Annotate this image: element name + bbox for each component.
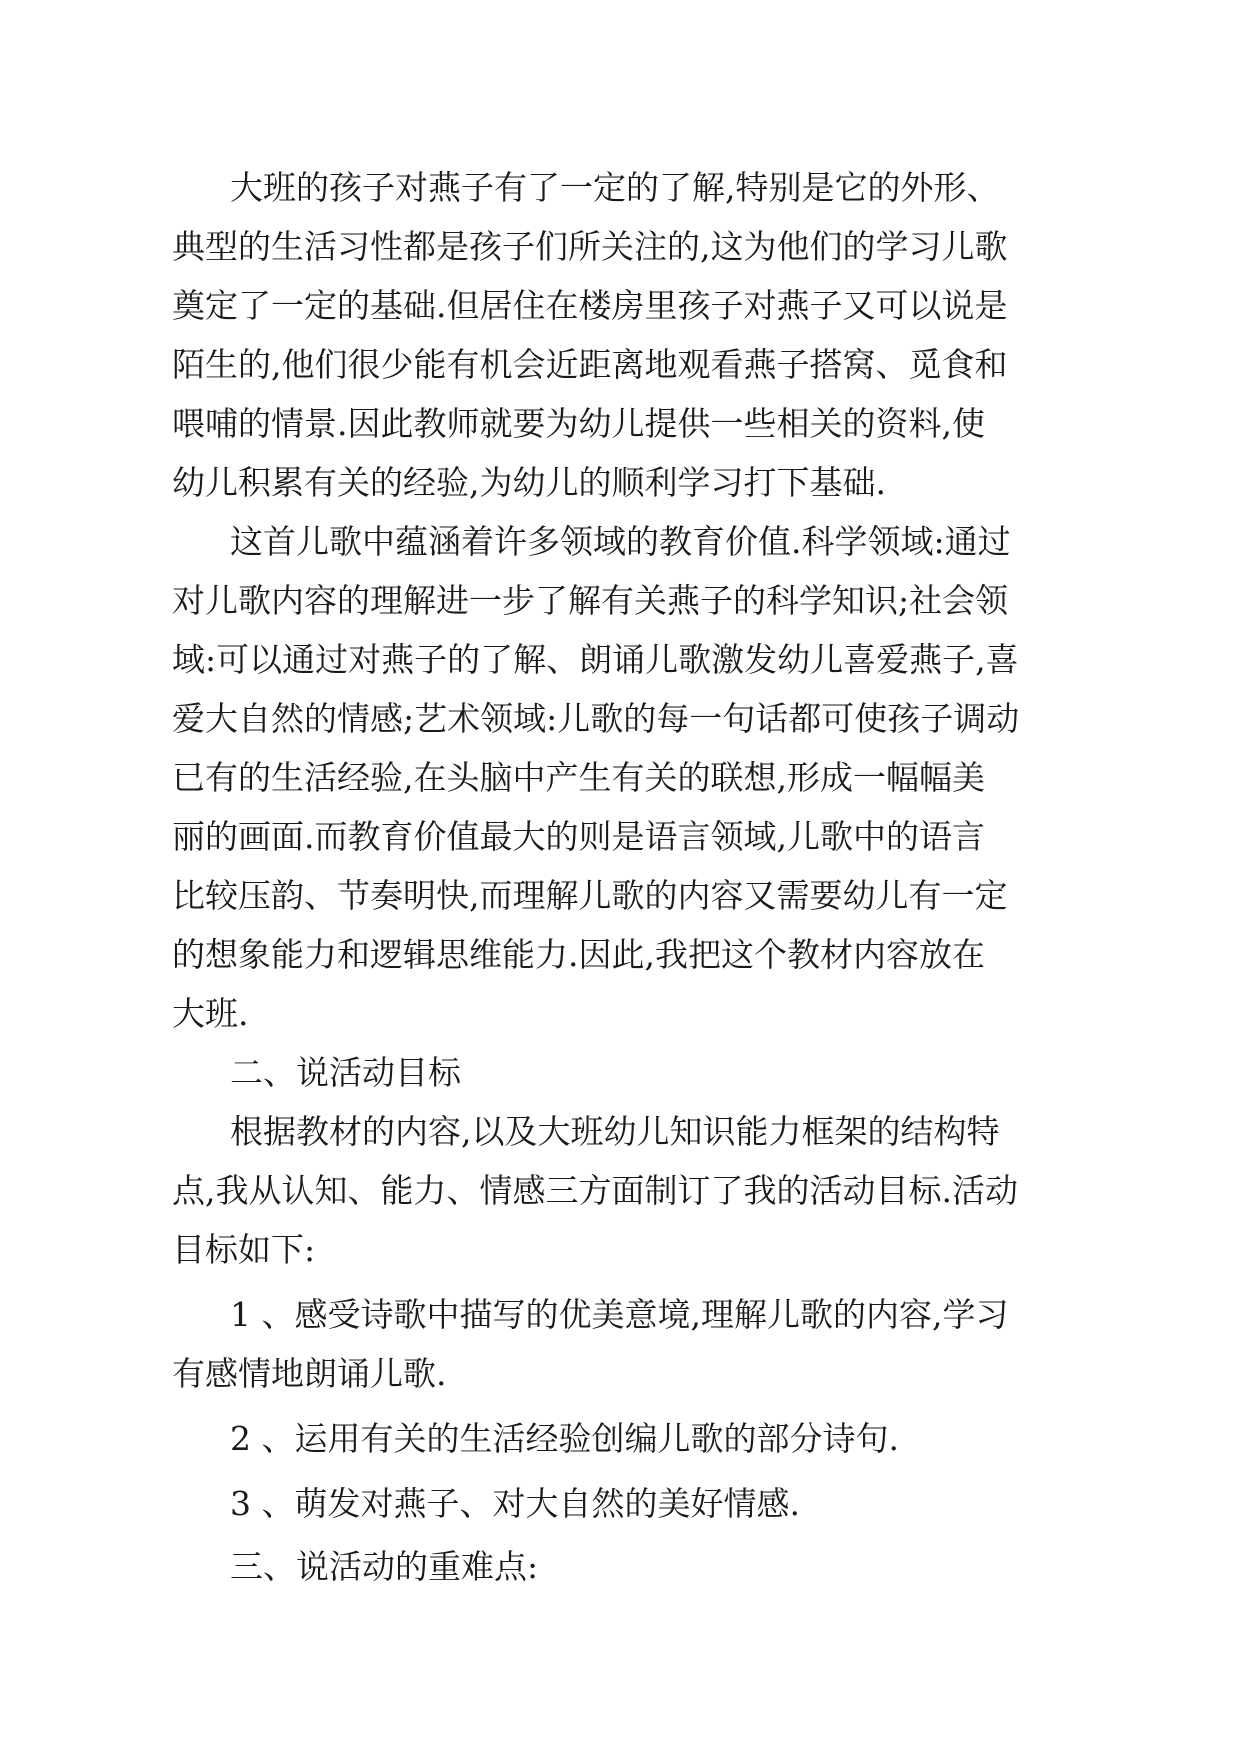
text-line: 典型的生活习性都是孩子们所关注的,这为他们的学习儿歌 — [172, 227, 1008, 266]
list-item: 1 、感受诗歌中描写的优美意境,理解儿歌的内容,学习 — [230, 1295, 1009, 1334]
text-line: 有感情地朗诵儿歌. — [172, 1354, 447, 1393]
text-line: 喂哺的情景.因此教师就要为幼儿提供一些相关的资料,使 — [172, 404, 985, 443]
text-line: 大班. — [172, 994, 249, 1033]
text-line: 的想象能力和逻辑思维能力.因此,我把这个教材内容放在 — [172, 935, 985, 974]
text-line: 丽的画面.而教育价值最大的则是语言领域,儿歌中的语言 — [172, 817, 985, 856]
text-line: 这首儿歌中蕴涵着许多领域的教育价值.科学领域:通过 — [230, 522, 1011, 561]
text-line: 爱大自然的情感;艺术领域:儿歌的每一句话都可使孩子调动 — [172, 699, 1020, 738]
text-line: 已有的生活经验,在头脑中产生有关的联想,形成一幅幅美 — [172, 758, 985, 797]
text-line: 点,我从认知、能力、情感三方面制订了我的活动目标.活动 — [172, 1171, 1018, 1210]
text-line: 对儿歌内容的理解进一步了解有关燕子的科学知识;社会领 — [172, 581, 1009, 620]
text-line: 目标如下: — [172, 1230, 316, 1269]
text-line: 比较压韵、节奏明快,而理解儿歌的内容又需要幼儿有一定 — [172, 876, 1008, 915]
section-heading: 二、说活动目标 — [230, 1053, 461, 1092]
text-line: 域:可以通过对燕子的了解、朗诵儿歌激发幼儿喜爱燕子,喜 — [172, 640, 1019, 679]
list-item: 2 、运用有关的生活经验创编儿歌的部分诗句. — [230, 1419, 899, 1458]
text-line: 大班的孩子对燕子有了一定的了解,特别是它的外形、 — [230, 168, 1000, 207]
text-line: 幼儿积累有关的经验,为幼儿的顺利学习打下基础. — [172, 463, 886, 502]
list-item: 3 、萌发对燕子、对大自然的美好情感. — [230, 1484, 800, 1523]
text-line: 根据教材的内容,以及大班幼儿知识能力框架的结构特 — [230, 1112, 1000, 1151]
text-line: 奠定了一定的基础.但居住在楼房里孩子对燕子又可以说是 — [172, 286, 1008, 325]
section-heading: 三、说活动的重难点: — [230, 1547, 539, 1586]
text-line: 陌生的,他们很少能有机会近距离地观看燕子搭窝、觅食和 — [172, 345, 1008, 384]
